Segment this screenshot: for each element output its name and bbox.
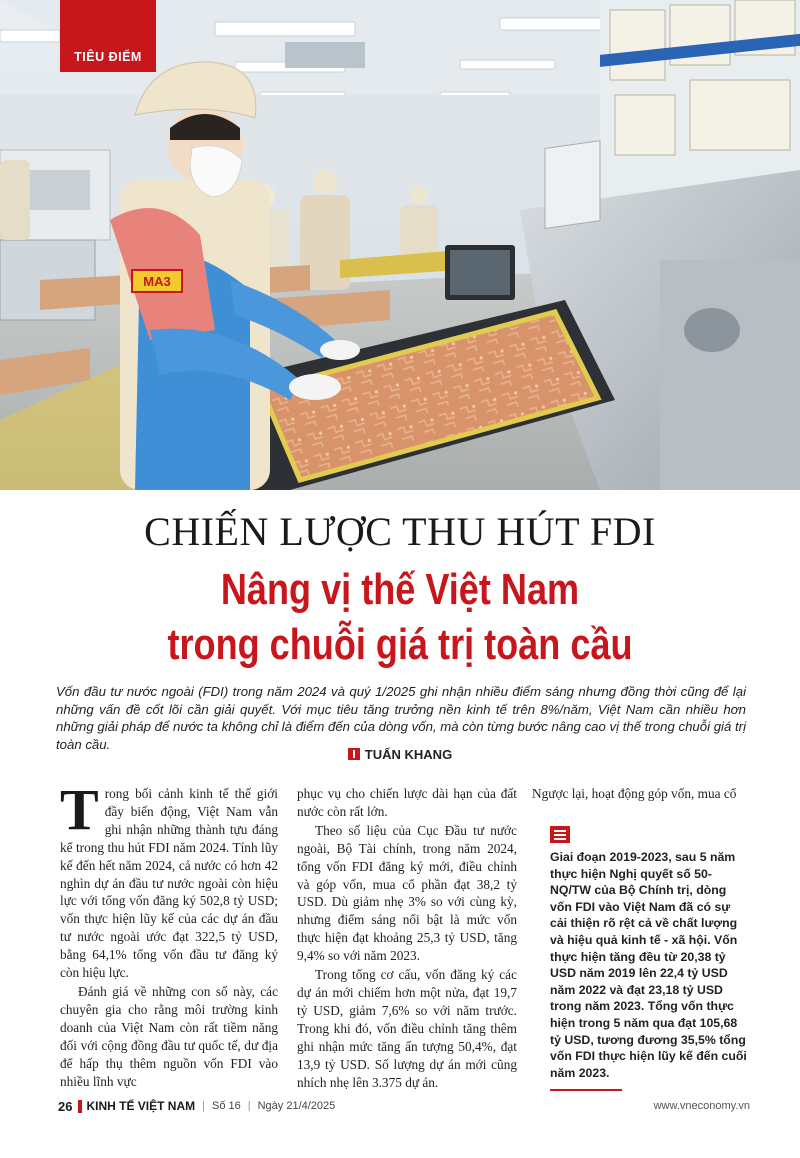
- body-column-3: [532, 785, 750, 803]
- issue-number: Số 16: [212, 1100, 241, 1112]
- section-tag: TIÊU ĐIỂM: [60, 0, 156, 72]
- worker-badge-text: MA3: [143, 274, 171, 289]
- body-paragraph: Đánh giá về những con số này, các chuyên gia cho rằng môi trường kinh doanh của Việt Nam còn rất tiềm năng đối với cộng đồng đầu tư quốc tế, dư địa để hấp thụ thêm nguồn vốn FDI vào nhiều lĩnh vực: [60, 983, 278, 1089]
- footer-separator: |: [202, 1100, 205, 1112]
- article-headline: [72, 562, 728, 672]
- body-column-2: [297, 785, 517, 1091]
- factory-scene-illustration: [0, 0, 800, 490]
- issue-date: Ngày 21/4/2025: [257, 1100, 336, 1112]
- headline-line-2: trong chuỗi giá trị toàn cầu: [167, 620, 633, 669]
- website-link[interactable]: www.vneconomy.vn: [653, 1100, 750, 1112]
- body-paragraph: Trong bối cảnh kinh tế thế giới đầy biến động, Việt Nam vẫn ghi nhận những thành tựu đáng kể trong thu hút FDI năm 2024. Tính lũy kế đến hết năm 2024, cả nước có hơn 42 nghìn dự án đầu tư nước ngoài còn hiệu lực với tổng vốn đăng ký 502,8 tỷ USD; vốn thực hiện lũy kế của các dự án đầu tư nước ngoài ước đạt 322,5 tỷ USD, bằng 64,1% tổng vốn đầu tư đăng ký còn hiệu lực.: [60, 777, 278, 981]
- article-kicker: CHIẾN LƯỢC THU HÚT FDI: [144, 509, 656, 554]
- body-paragraph: Trong tổng cơ cấu, vốn đăng ký các dự án mới chiếm hơn một nửa, đạt 19,7 tỷ USD, giảm 7,6% so với năm trước. Trong khi đó, vốn điều chỉnh tăng thêm ghi nhận mức tăng ấn tượng 50,4%, đạt 13,9 tỷ USD. Số lượng dự án mới cũng nhích nhẹ lên 3.375 dự án.: [297, 967, 517, 1090]
- author-name: TUẤN KHANG: [364, 747, 453, 762]
- page-number: 26: [58, 1098, 73, 1114]
- footer-separator: |: [247, 1100, 251, 1112]
- callout-rule: [550, 1089, 622, 1091]
- page-footer: [58, 1095, 750, 1117]
- callout-box: [550, 826, 750, 1081]
- body-paragraph: Ngược lại, hoạt động góp vốn, mua cổ: [532, 786, 737, 801]
- body-paragraph: Theo số liệu của Cục Đầu tư nước ngoài, Bộ Tài chính, trong năm 2024, tổng vốn FDI đăng ký mới, điều chỉnh và góp vốn, mua cổ phần đạt 38,2 tỷ USD. Dù giảm nhẹ 3% so với cùng kỳ, nhưng điểm sáng nổi bật là mức vốn thực hiện đạt khoảng 25,3 tỷ USD, tăng 9,4% so với năm 2023.: [297, 822, 517, 964]
- drop-cap: T: [60, 777, 99, 842]
- brand-bar-icon: [78, 1100, 82, 1113]
- pen-icon: [348, 748, 360, 760]
- byline: [0, 747, 800, 762]
- body-column-1: [60, 777, 278, 1090]
- headline-line-1: Nâng vị thế Việt Nam: [220, 565, 580, 614]
- hero-photo: [0, 0, 800, 490]
- article-sapo: Vốn đầu tư nước ngoài (FDI) trong năm 2024 và quý 1/2025 ghi nhận nhiều điểm sáng nhưng đồng thời cũng để lại những vấn đề cốt lõi cần giải quyết. Với mục tiêu tăng trưởng nền kinh tế trên 8%/năm, Việt Nam cần nhiều hơn những giải pháp để nước ta không chỉ là điểm đến của dòng vốn, mà còn từng bước nâng cao vị thế trong chuỗi giá trị toàn cầu.: [56, 684, 746, 752]
- quote-icon: [550, 826, 570, 843]
- publication-name: KINH TẾ VIỆT NAM: [78, 1099, 195, 1113]
- callout-text: Giai đoạn 2019-2023, sau 5 năm thực hiện Nghị quyết số 50-NQ/TW của Bộ Chính trị, dòng vốn FDI vào Việt Nam đã có sự cải thiện rõ rệt cả về chất lượng và hiệu quả kinh tế - xã hội. Vốn thực hiện tăng đều từ 20,38 tỷ USD năm 2019 lên 22,4 tỷ USD năm 2022 và đạt 23,18 tỷ USD trong năm 2023. Tổng vốn thực hiện trong 5 năm qua đạt 105,68 tỷ USD, tương đương 35,5% tổng vốn FDI thực hiện lũy kế đến cuối năm 2023.: [550, 850, 747, 1080]
- body-paragraph: phục vụ cho chiến lược dài hạn của đất nước còn rất lớn.: [297, 786, 517, 819]
